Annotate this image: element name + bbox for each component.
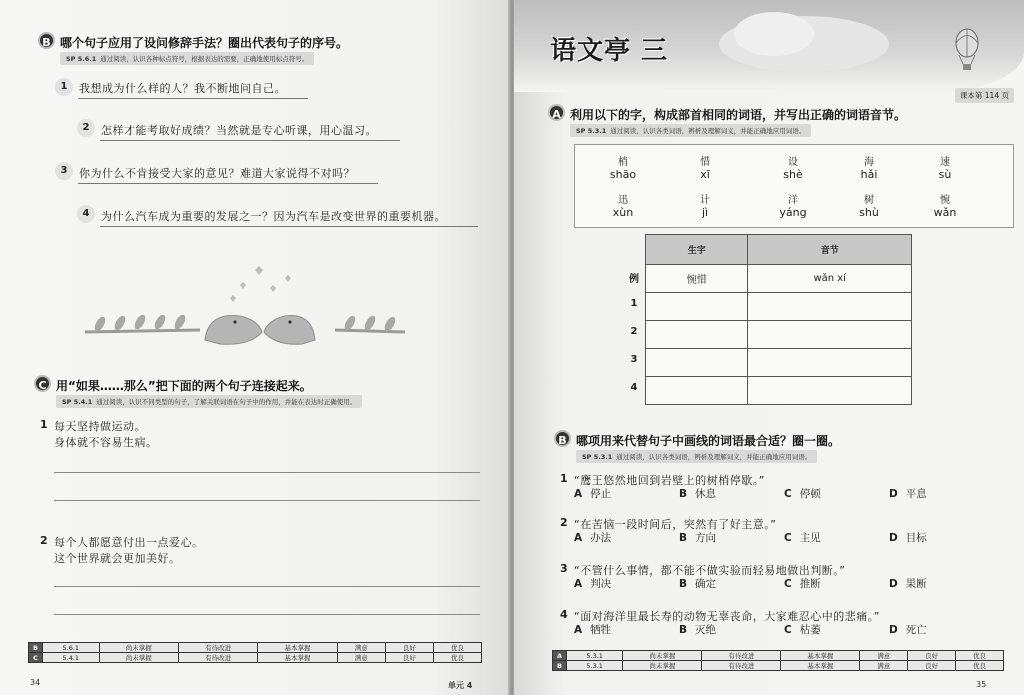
- hanzi: 迅: [618, 195, 628, 206]
- score-level[interactable]: 基本掌握: [781, 661, 860, 671]
- answer-cell[interactable]: [646, 377, 748, 405]
- score-level[interactable]: 优良: [956, 661, 1004, 671]
- skill-code: SP 5.3.1: [582, 453, 613, 461]
- score-level[interactable]: 基本掌握: [258, 653, 337, 663]
- question-number: 2: [40, 534, 49, 547]
- score-level[interactable]: 满意: [860, 661, 908, 671]
- question-text: “鹰王悠然地回到岩壁上的树梢停歇。”: [574, 474, 765, 487]
- score-level[interactable]: 良好: [908, 661, 956, 671]
- question-text: “在苦恼一段时间后，突然有了好主意。”: [574, 518, 777, 531]
- hanzi: 海: [864, 157, 874, 168]
- char-cell: [839, 191, 899, 219]
- hanzi: 洋: [788, 195, 798, 206]
- hanzi: 树: [864, 195, 874, 206]
- char-cell: [675, 153, 735, 181]
- skill-text: 通过阅读，认识不同类型的句子，了解关联词语在句子中的作用，并能在表达时正确使用。: [96, 398, 357, 406]
- section-b-badge: B: [554, 430, 571, 447]
- page-number: 35: [976, 680, 987, 689]
- score-section: C: [29, 653, 43, 663]
- pinyin: xī: [700, 168, 710, 181]
- char-cell: [915, 191, 975, 219]
- question-number: 1: [560, 472, 569, 485]
- skill-text: 通过阅读，认识各类词语，辨析及理解词义，并能正确地应用词语。: [616, 453, 812, 461]
- score-level[interactable]: 满意: [860, 651, 908, 661]
- answer-line[interactable]: [54, 472, 480, 473]
- unit-label: 单元 4: [448, 681, 473, 690]
- option-a[interactable]: A 判决: [574, 578, 612, 590]
- score-level[interactable]: 基本掌握: [258, 643, 337, 653]
- score-level[interactable]: 有待改进: [178, 643, 257, 653]
- score-code: 5.3.1: [567, 661, 623, 671]
- option-b[interactable]: B 休息: [679, 488, 717, 500]
- answer-line[interactable]: [54, 500, 480, 501]
- row-label: 3: [630, 354, 638, 365]
- question-text: 我想成为什么样的人？我不断地问自己。: [79, 82, 286, 95]
- char-cell: [839, 153, 899, 181]
- clouds-icon: [714, 4, 894, 74]
- underline: [100, 140, 400, 141]
- option-d[interactable]: D 目标: [889, 532, 927, 544]
- question-number[interactable]: 3: [55, 162, 73, 180]
- question-number: 4: [560, 608, 569, 621]
- option-c[interactable]: C 推断: [784, 578, 821, 590]
- option-d[interactable]: D 死亡: [889, 624, 927, 636]
- answer-table: [645, 234, 912, 405]
- option-a[interactable]: A 停止: [574, 488, 612, 500]
- pinyin: shù: [859, 206, 879, 219]
- birds-illustration-icon: [80, 250, 410, 355]
- score-code: 5.4.1: [43, 653, 100, 663]
- row-label: 4: [630, 382, 638, 393]
- option-b[interactable]: B 方向: [679, 532, 717, 544]
- score-level[interactable]: 尚未掌握: [623, 651, 702, 661]
- banner-title: 语文亭 三: [550, 36, 669, 66]
- character-box: [574, 144, 1014, 228]
- question-text: 怎样才能考取好成绩？当然就是专心听课，用心温习。: [101, 124, 377, 137]
- question-number: 3: [560, 562, 569, 575]
- char-cell: [763, 191, 823, 219]
- score-table: [28, 642, 482, 663]
- section-b-skill: [576, 450, 817, 463]
- score-level[interactable]: 优良: [433, 653, 481, 663]
- score-code: 5.3.1: [567, 651, 623, 661]
- hot-air-balloon-icon: [952, 28, 982, 76]
- example-pinyin: wǎn xí: [748, 265, 912, 293]
- left-page: [0, 0, 510, 695]
- underline: [78, 183, 378, 184]
- skill-code: SP 5.6.1: [66, 55, 97, 63]
- answer-cell[interactable]: [748, 349, 912, 377]
- hanzi: 设: [788, 157, 798, 168]
- answer-cell[interactable]: [646, 293, 748, 321]
- pinyin: hǎi: [860, 168, 878, 181]
- char-cell: [593, 191, 653, 219]
- score-level[interactable]: 优良: [433, 643, 481, 653]
- option-b[interactable]: B 确定: [679, 578, 717, 590]
- score-level[interactable]: 尚未掌握: [99, 643, 178, 653]
- score-level[interactable]: 良好: [385, 643, 433, 653]
- example-label: 例: [629, 274, 639, 285]
- option-c[interactable]: C 停顿: [784, 488, 821, 500]
- pinyin: sù: [938, 168, 952, 181]
- char-cell: [593, 153, 653, 181]
- section-a-title: 利用以下的字，构成部首相同的词语，并写出正确的词语音节。: [570, 108, 907, 122]
- score-level[interactable]: 有待改进: [178, 653, 257, 663]
- skill-code: SP 5.3.1: [576, 127, 607, 135]
- sentence-2: 身体就不容易生病。: [54, 436, 158, 449]
- sentence-2: 这个世界就会更加美好。: [54, 552, 181, 565]
- question-number: 1: [40, 418, 49, 431]
- textbook-reference: 课本第 114 页: [955, 88, 1014, 103]
- row-label: 1: [630, 298, 638, 309]
- column-header-pinyin: 音节: [748, 235, 912, 265]
- option-d[interactable]: D 平息: [889, 488, 927, 500]
- skill-text: 通过阅读，认识各类词语，辨析及理解词义，并能正确地应用词语。: [610, 127, 806, 135]
- char-cell: [675, 191, 735, 219]
- answer-cell[interactable]: [748, 293, 912, 321]
- section-b-title: 哪项用来代替句子中画线的词语最合适？圈一圈。: [576, 434, 841, 448]
- score-level[interactable]: 满意: [337, 643, 385, 653]
- right-page: [514, 0, 1024, 695]
- hanzi: 惋: [940, 195, 950, 206]
- answer-line[interactable]: [54, 614, 480, 615]
- option-b[interactable]: B 灭绝: [679, 624, 717, 636]
- score-section: B: [553, 661, 567, 671]
- hanzi: 梢: [618, 157, 628, 168]
- pinyin: xùn: [612, 206, 634, 219]
- section-c-skill: [56, 395, 362, 408]
- option-c[interactable]: C 枯萎: [784, 624, 821, 636]
- option-a[interactable]: A 办法: [574, 532, 612, 544]
- score-level[interactable]: 良好: [908, 651, 956, 661]
- question-text: “面对海洋里最长寿的动物无辜丧命，大家难忍心中的悲痛。”: [574, 610, 880, 623]
- example-word: 惋惜: [646, 265, 748, 293]
- score-level[interactable]: 满意: [337, 653, 385, 663]
- score-level[interactable]: 尚未掌握: [99, 653, 178, 663]
- section-b-badge: B: [38, 32, 55, 49]
- question-text: 为什么汽车成为重要的发展之一？因为汽车是改变世界的重要机器。: [101, 210, 446, 223]
- question-number: 2: [560, 516, 569, 529]
- score-section: A: [553, 651, 567, 661]
- underline: [100, 226, 478, 227]
- pinyin: jì: [701, 206, 709, 219]
- column-header-word: 生字: [646, 235, 748, 265]
- question-number[interactable]: 1: [55, 78, 73, 96]
- sentence-1: 每天坚持做运动。: [54, 420, 146, 433]
- hanzi: 计: [700, 195, 710, 206]
- section-b-skill: [60, 52, 314, 65]
- option-a[interactable]: A 牺牲: [574, 624, 612, 636]
- section-c-title: 用“如果……那么”把下面的两个句子连接起来。: [56, 379, 312, 393]
- option-d[interactable]: D 果断: [889, 578, 927, 590]
- underline: [78, 98, 308, 99]
- question-text: 你为什么不肯接受大家的意见？难道大家说得不对吗？: [79, 167, 355, 180]
- score-table: [552, 650, 1004, 671]
- section-b-title: 哪个句子应用了设问修辞手法？圈出代表句子的序号。: [60, 36, 349, 50]
- hanzi: 惜: [700, 157, 710, 168]
- answer-line[interactable]: [54, 586, 480, 587]
- hanzi: 速: [940, 157, 950, 168]
- answer-cell[interactable]: [646, 349, 748, 377]
- score-section: B: [29, 643, 43, 653]
- question-number[interactable]: 4: [77, 205, 95, 223]
- char-cell: [915, 153, 975, 181]
- score-level[interactable]: 有待改进: [702, 651, 781, 661]
- row-label: 2: [630, 326, 638, 337]
- answer-cell[interactable]: [748, 377, 912, 405]
- section-a-skill: [570, 124, 811, 137]
- question-number[interactable]: 2: [77, 119, 95, 137]
- skill-text: 通过阅读，认识各种标点符号，根据表达的需要，正确地使用标点符号。: [100, 55, 309, 63]
- score-level[interactable]: 良好: [385, 653, 433, 663]
- score-level[interactable]: 优良: [956, 651, 1004, 661]
- char-cell: [763, 153, 823, 181]
- answer-cell[interactable]: [748, 321, 912, 349]
- question-text: “不管什么事情，都不能不做实验而轻易地做出判断。”: [574, 564, 846, 577]
- pinyin: shè: [783, 168, 803, 181]
- skill-code: SP 5.4.1: [62, 398, 93, 406]
- page-number: 34: [30, 678, 41, 687]
- pinyin: wǎn: [933, 206, 957, 219]
- score-level[interactable]: 基本掌握: [781, 651, 860, 661]
- pinyin: yáng: [779, 206, 807, 219]
- sentence-1: 每个人都愿意付出一点爱心。: [54, 536, 204, 549]
- score-code: 5.6.1: [43, 643, 100, 653]
- section-a-badge: A: [548, 104, 565, 121]
- score-level[interactable]: 有待改进: [702, 661, 781, 671]
- score-level[interactable]: 尚未掌握: [623, 661, 702, 671]
- section-c-badge: C: [34, 375, 51, 392]
- option-c[interactable]: C 主见: [784, 532, 821, 544]
- answer-cell[interactable]: [646, 321, 748, 349]
- pinyin: shāo: [609, 168, 637, 181]
